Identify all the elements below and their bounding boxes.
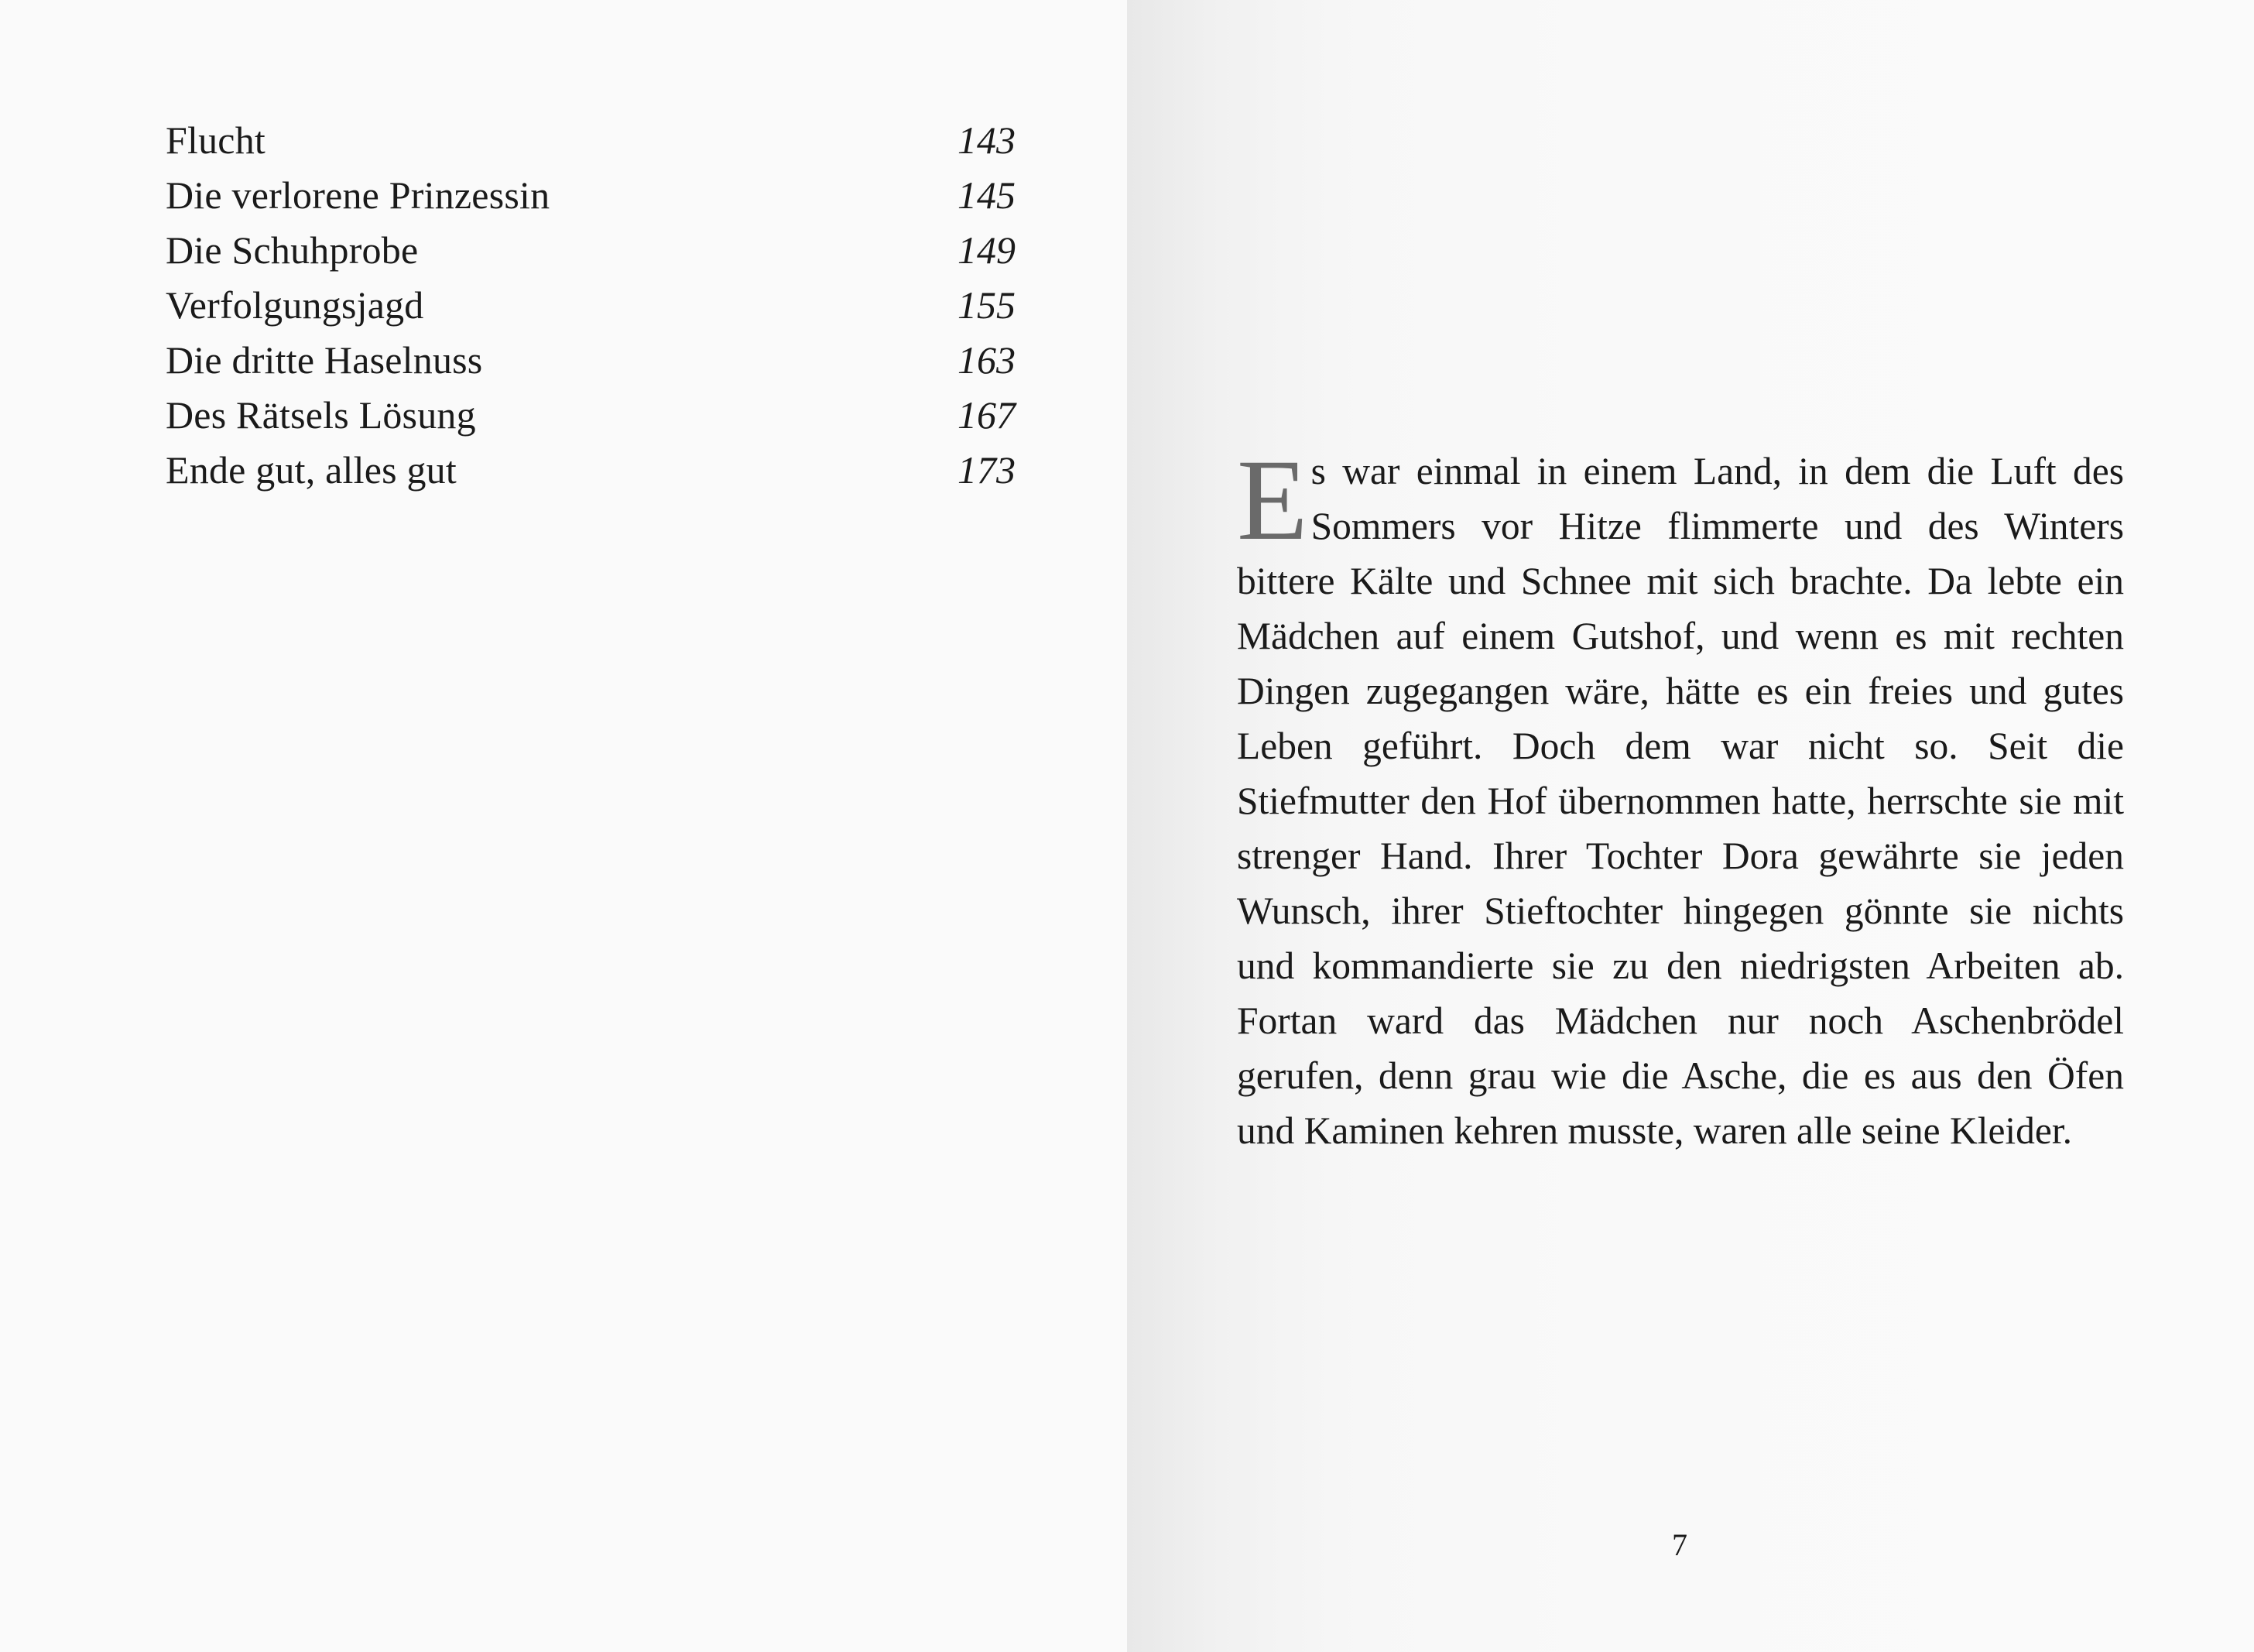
- toc-entry: [166, 333, 1016, 388]
- toc-entry-title: Die Schuhprobe: [166, 228, 419, 272]
- toc-entry: [166, 223, 1016, 278]
- toc-entry: [166, 443, 1016, 498]
- toc-entry-title: Ende gut, alles gut: [166, 448, 457, 492]
- toc-entry-page: 155: [957, 283, 1016, 327]
- toc-entry-page: 143: [957, 118, 1016, 162]
- toc-entry-page: 145: [957, 173, 1016, 217]
- toc-entry: [166, 278, 1016, 333]
- toc-entry-page: 167: [957, 393, 1016, 437]
- toc-entry-title: Die verlorene Prinzessin: [166, 173, 550, 217]
- toc-entry-page: 163: [957, 338, 1016, 382]
- story-text: s war einmal in einem Land, in dem die Luft des Sommers vor Hitze flimmerte und des Winters bittere Kälte und Schnee mit sich brachte. Da lebte ein Mädchen auf einem Gutshof, und wenn es mit rechten Dingen zugegangen wäre, hätte es ein freies und gutes Leben geführt. Doch dem war nicht so. Seit die Stiefmutter den Hof übernommen hatte, herrschte sie mit strenger Hand. Ihrer Tochter Dora gewährte sie jeden Wunsch, ihrer Stieftochter hingegen gönnte sie nichts und kommandierte sie zu den niedrigsten Arbeiten ab. Fortan ward das Mädchen nur noch Aschenbrödel gerufen, denn grau wie die Asche, die es aus den Öfen und Kaminen kehren musste, waren alle seine Kleider.: [1237, 450, 2124, 1152]
- toc-entry-title: Flucht: [166, 118, 265, 162]
- toc-entry-page: 149: [957, 228, 1016, 272]
- toc-entry-title: Die dritte Haselnuss: [166, 338, 483, 382]
- drop-cap: E: [1237, 436, 1308, 564]
- story-paragraph: [1237, 436, 2124, 1158]
- page-number: 7: [1672, 1527, 1687, 1562]
- toc-entry-title: Des Rätsels Lösung: [166, 393, 476, 437]
- toc-entry: [166, 388, 1016, 443]
- toc-entry: [166, 113, 1016, 168]
- toc-entry-page: 173: [957, 448, 1016, 492]
- toc-entry-title: Verfolgungsjagd: [166, 283, 424, 327]
- table-of-contents: [166, 113, 1016, 498]
- toc-entry: [166, 168, 1016, 223]
